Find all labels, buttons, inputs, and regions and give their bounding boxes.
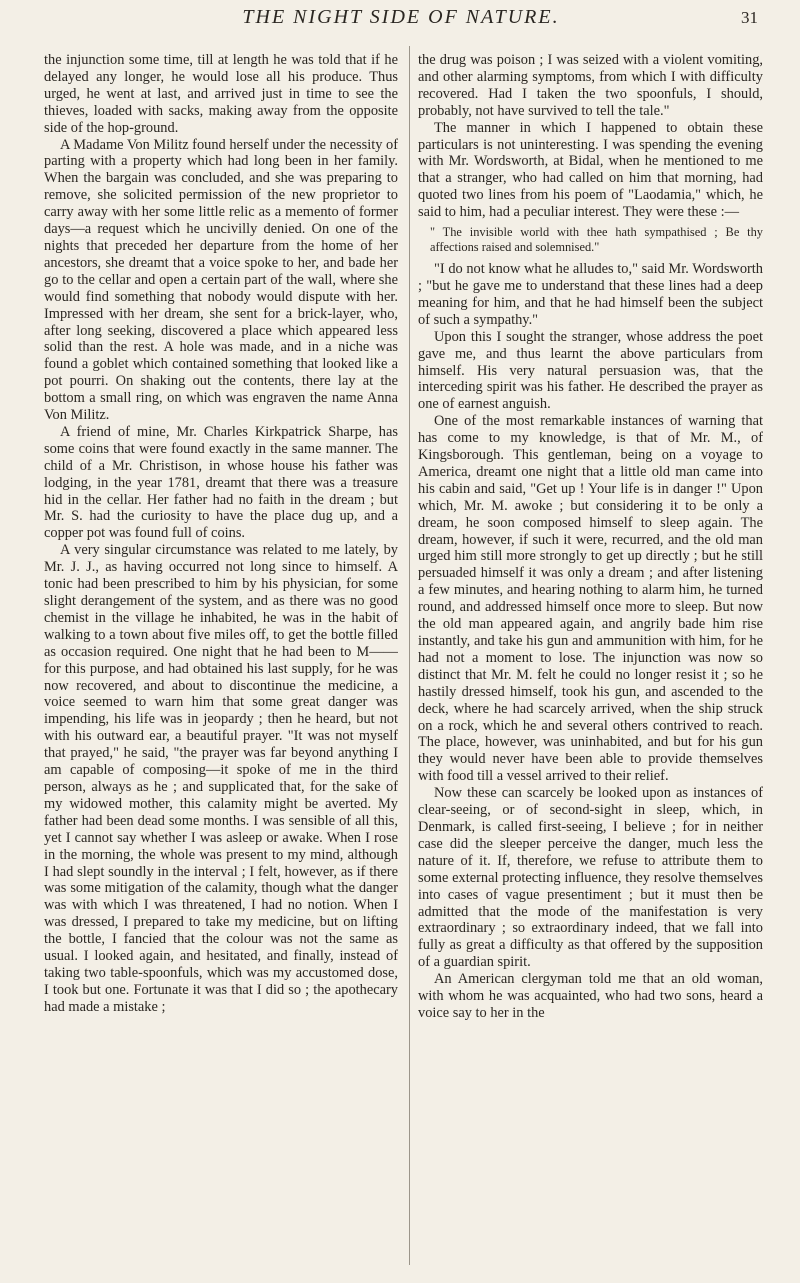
right-column xyxy=(418,52,763,1266)
page-number: 31 xyxy=(741,8,758,27)
running-title: THE NIGHT SIDE OF NATURE. xyxy=(242,6,560,28)
paragraph: A Madame Von Militz found herself under the necessity of parting with a property which had long been in her family. When the bargain was concluded, and she was preparing to remove, she solicited permission of the new proprietor to carry away with her some little relic as a memento of former days—a request which he uncivilly denied. On one of the nights that preceded her departure from the home of her ancestors, she dreamt that a voice spoke to her, and bade her go to the cellar and open a certain part of the wall, where she would find something that nobody would dispute with her. Impressed with her dream, she sent for a brick-layer, who, after long seeking, discovered a place which appeared less solid than the rest. A hole was made, and in a niche was found a goblet which contained something that looked like a pot pourri. On shaking out the contents, there lay at the bottom a small ring, on which was engraven the name Anna Von Militz. xyxy=(44,136,398,424)
paragraph: Now these can scarcely be looked upon as instances of clear-seeing, or of second-sight in sleep, which, in Denmark, is called first-seeing, I believe ; for in neither case did the sleeper perceive the danger, much less the nature of it. If, therefore, we refuse to attribute them to some external protecting influence, they resolve themselves into cases of vague presentiment ; but it must then be admitted that the mode of the manifestation is very extraordinary ; so extraordinary indeed, that we fall into fully as great a difficulty as that offered by the supposition of a guardian spirit. xyxy=(418,785,763,971)
paragraph: the injunction some time, till at length he was told that if he delayed any longer, he would lose all his produce. Thus urged, he went at last, and arrived just in time to see the thieves, loaded with sacks, making away from the opposite side of the hop-ground. xyxy=(44,52,398,136)
poem-quote: " The invisible world with thee hath sympathised ; Be thy affections raised and solemnised." xyxy=(430,225,763,255)
paragraph: A friend of mine, Mr. Charles Kirkpatrick Sharpe, has some coins that were found exactly in the same manner. The child of a Mr. Christison, in whose house his father was lodging, in the year 1781, dreamt that there was a treasure hid in the cellar. Her father had no faith in the dream ; but Mr. S. had the curiosity to have the place dug up, and a copper pot was found full of coins. xyxy=(44,423,398,542)
paragraph: The manner in which I happened to obtain these particulars is not uninteresting. I was spending the evening with Mr. Wordsworth, at Bidal, when he mentioned to me that a stranger, who had called on him that morning, had quoted two lines from his poem of "Laodamia," which, he said to him, had a peculiar interest. They were these :— xyxy=(418,119,763,221)
paragraph: A very singular circumstance was related to me lately, by Mr. J. J., as having occurred not long since to himself. A tonic had been prescribed to him by his physician, for some slight derangement of the system, and as there was no good chemist in the village he inhabited, he was in the habit of walking to a town about five miles off, to get the bottle filled as occasion required. One night that he had been to M—— for this purpose, and had obtained his last supply, for he was now recovered, and about to discontinue the medicine, a voice seemed to warn him that some great danger was impending, his life was in jeopardy ; then he heard, but not with his outward ear, a beautiful prayer. "It was not myself that prayed," he said, "the prayer was far beyond anything I am capable of composing—it spoke of me in the third person, always as he ; and supplicated that, for the sake of my widowed mother, this calamity might be averted. My father had been dead some months. I was sensible of all this, yet I cannot say whether I was asleep or awake. When I rose in the morning, the whole was present to my mind, although I had slept soundly in the interval ; I felt, however, as if there was some mitigation of the calamity, though what the danger was with which I was threatened, I had no notion. When I was dressed, I prepared to take my medicine, but on lifting the bottle, I fancied that the colour was not the same as usual. I looked again, and hesitated, and finally, instead of taking two table-spoonfuls, which was my accustomed dose, I took but one. Fortunate it was that I did so ; the apothecary had made a mistake ; xyxy=(44,542,398,1015)
paragraph: Upon this I sought the stranger, whose address the poet gave me, and thus learnt the above particulars from himself. His very natural persuasion was, that the interceding spirit was his father. He described the prayer as one of earnest anguish. xyxy=(418,328,763,413)
left-column xyxy=(44,52,398,1266)
column-divider xyxy=(409,46,410,1265)
paragraph: the drug was poison ; I was seized with a violent vomiting, and other alarming symptoms, from which I with difficulty recovered. Had I taken the two spoonfuls, I should, probably, not have survived to tell the tale." xyxy=(418,52,763,119)
running-header xyxy=(44,6,758,36)
paragraph: One of the most remarkable instances of warning that has come to my knowledge, is that of Mr. M., of Kingsborough. This gentleman, being on a voyage to America, dreamt one night that a little old man came into his cabin and said, "Get up ! Your life is in danger !" Upon which, Mr. M. awoke ; but considering it to be only a dream, he soon composed himself to sleep again. The dream, however, if such it were, recurred, and the old man urged him still more strongly to get up directly ; but he still persuaded himself it was only a dream ; and after listening a few minutes, and hearing nothing to alarm him, he turned round, and addressed himself once more to sleep. But now the old man appeared again, and angrily bade him rise instantly, and take his gun and ammunition with him, for he had not a moment to lose. The injunction was now so distinct that Mr. M. felt he could no longer resist it ; so he hastily dressed himself, took his gun, and ascended to the deck, where he had scarcely arrived, when the ship struck on a rock, which he and several others contrived to reach. The place, however, was uninhabited, and but for his gun they would never have been able to provide themselves with food till a vessel arrived to their relief. xyxy=(418,413,763,785)
paragraph: An American clergyman told me that an old woman, with whom he was acquainted, who had two sons, heard a voice say to her in the xyxy=(418,971,763,1021)
paragraph: "I do not know what he alludes to," said Mr. Wordsworth ; "but he gave me to understand that these lines had a deep meaning for him, and that he had himself been the subject of such a sympathy." xyxy=(418,261,763,328)
